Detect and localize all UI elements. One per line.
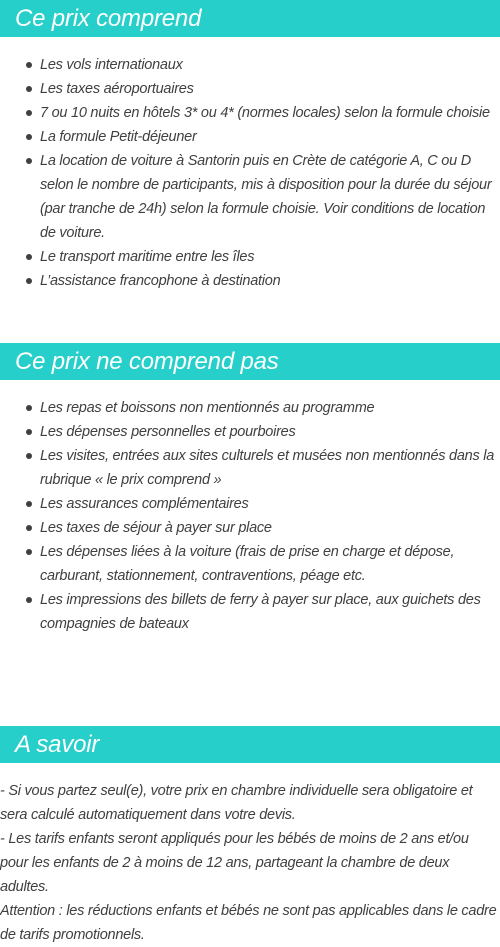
bullet-icon bbox=[26, 62, 32, 68]
bullet-icon bbox=[26, 278, 32, 284]
not-included-list bbox=[0, 396, 500, 636]
list-item-text: Les dépenses liées à la voiture (frais de prise en charge et dépose, carburant, stationnement, contraventions, péage etc. bbox=[40, 544, 455, 584]
list-item-text: Les repas et boissons non mentionnés au programme bbox=[40, 400, 375, 416]
bullet-icon bbox=[26, 525, 32, 531]
bullet-icon bbox=[26, 254, 32, 260]
list-item bbox=[0, 588, 500, 636]
list-item bbox=[0, 540, 500, 588]
bullet-icon bbox=[26, 549, 32, 555]
list-item-text: 7 ou 10 nuits en hôtels 3* ou 4* (normes locales) selon la formule choisie bbox=[40, 105, 490, 121]
list-item-text: La location de voiture à Santorin puis en Crète de catégorie A, C ou D selon le nombre de participants, mis à disposition pour la durée du séjour (par tranche de 24h) selon la formule choisie. Voir conditions de location de voiture. bbox=[40, 153, 492, 241]
list-item bbox=[0, 420, 500, 444]
list-item bbox=[0, 101, 500, 125]
list-item-text: Les visites, entrées aux sites culturels et musées non mentionnés dans la rubrique « le prix comprend » bbox=[40, 448, 495, 488]
list-item bbox=[0, 516, 500, 540]
list-item-text: Les taxes de séjour à payer sur place bbox=[40, 520, 272, 536]
bullet-icon bbox=[26, 453, 32, 459]
section-header-included: Ce prix comprend bbox=[0, 0, 500, 37]
list-item bbox=[0, 53, 500, 77]
section-header-not-included: Ce prix ne comprend pas bbox=[0, 343, 500, 380]
list-item bbox=[0, 245, 500, 269]
info-paragraph: - Si vous partez seul(e), votre prix en chambre individuelle sera obligatoire et sera calculé automatiquement dans votre devis. bbox=[0, 783, 473, 823]
bullet-icon bbox=[26, 405, 32, 411]
list-item-text: L’assistance francophone à destination bbox=[40, 273, 281, 289]
info-paragraph: Attention : les réductions enfants et bébés ne sont pas applicables dans le cadre de tarifs promotionnels. bbox=[0, 903, 497, 943]
list-item-text: Les assurances complémentaires bbox=[40, 496, 249, 512]
bullet-icon bbox=[26, 429, 32, 435]
list-item bbox=[0, 269, 500, 293]
list-item-text: Les vols internationaux bbox=[40, 57, 183, 73]
bullet-icon bbox=[26, 86, 32, 92]
section-header-good-to-know: A savoir bbox=[0, 726, 500, 763]
list-item-text: Les impressions des billets de ferry à payer sur place, aux guichets des compagnies de bateaux bbox=[40, 592, 481, 632]
bullet-icon bbox=[26, 134, 32, 140]
bullet-icon bbox=[26, 501, 32, 507]
list-item bbox=[0, 77, 500, 101]
list-item bbox=[0, 396, 500, 420]
list-item bbox=[0, 125, 500, 149]
list-item-text: La formule Petit-déjeuner bbox=[40, 129, 197, 145]
included-list bbox=[0, 53, 500, 293]
list-item-text: Le transport maritime entre les îles bbox=[40, 249, 255, 265]
bullet-icon bbox=[26, 597, 32, 603]
bullet-icon bbox=[26, 110, 32, 116]
list-item-text: Les taxes aéroportuaires bbox=[40, 81, 194, 97]
good-to-know-text bbox=[0, 779, 500, 947]
bullet-icon bbox=[26, 158, 32, 164]
info-paragraph: - Les tarifs enfants seront appliqués pour les bébés de moins de 2 ans et/ou pour les enfants de 2 à moins de 12 ans, partageant la chambre de deux adultes. bbox=[0, 831, 469, 895]
list-item bbox=[0, 149, 500, 245]
list-item bbox=[0, 444, 500, 492]
list-item-text: Les dépenses personnelles et pourboires bbox=[40, 424, 296, 440]
list-item bbox=[0, 492, 500, 516]
